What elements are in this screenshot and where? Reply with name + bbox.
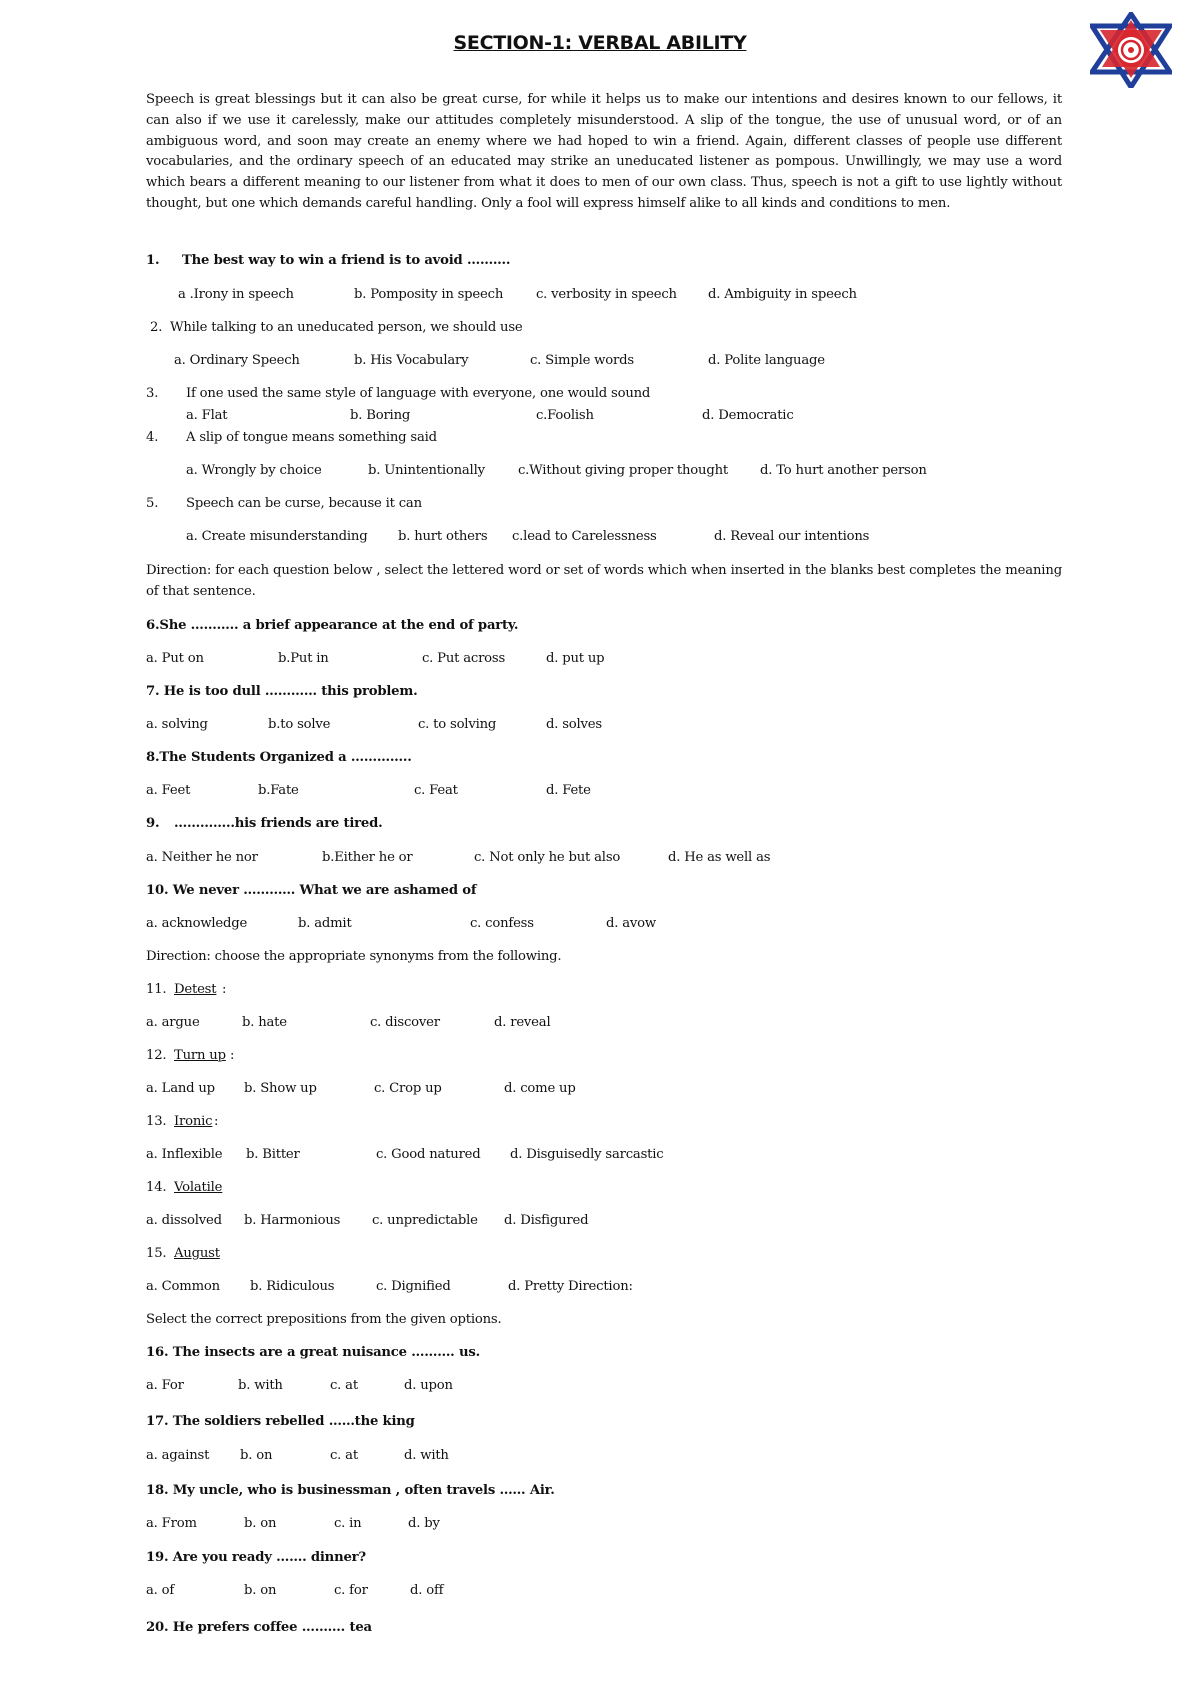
- option-c: c. confess: [470, 916, 534, 931]
- question-word: Turn up: [174, 1048, 226, 1063]
- option-c: c.Foolish: [536, 408, 594, 423]
- option-d: d. To hurt another person: [760, 463, 927, 478]
- option-d: d. with: [404, 1448, 449, 1463]
- option-d: d. Pretty Direction:: [508, 1279, 633, 1294]
- option-b: b. Show up: [244, 1081, 317, 1096]
- direction-prepositions: Select the correct prepositions from the given options.: [146, 1312, 502, 1327]
- option-a: a. Feet: [146, 783, 191, 798]
- question-text: A slip of tongue means something said: [186, 430, 437, 445]
- option-a: a. Common: [146, 1279, 220, 1294]
- option-c: c. for: [334, 1583, 368, 1598]
- question-number: 12.: [146, 1048, 167, 1063]
- option-b: b. on: [244, 1516, 277, 1531]
- question-word: Ironic: [174, 1114, 213, 1129]
- option-d: d. put up: [546, 651, 605, 666]
- section-title: SECTION-1: VERBAL ABILITY: [453, 32, 747, 54]
- option-c: c. to solving: [418, 717, 497, 732]
- question-number: 2.: [150, 320, 163, 335]
- option-b: b. Unintentionally: [368, 463, 485, 478]
- question-number: 3.: [146, 386, 159, 401]
- direction-fill-blanks: Direction: for each question below , select the lettered word or set of words which when inserted in the blanks best completes the meaning of that sentence.: [146, 563, 1062, 599]
- option-a: a. Flat: [186, 408, 228, 423]
- option-a: a. Neither he nor: [146, 850, 258, 865]
- question-text: 8.The Students Organized a …………..: [146, 750, 412, 765]
- option-b: b. Bitter: [246, 1147, 300, 1162]
- question-suffix: :: [222, 982, 227, 997]
- question-number: 15.: [146, 1246, 167, 1261]
- option-b: b. Boring: [350, 408, 411, 423]
- question-word: Detest: [174, 982, 217, 997]
- option-c: c. Dignified: [376, 1279, 451, 1294]
- option-c: c. Good natured: [376, 1147, 481, 1162]
- question-number: 14.: [146, 1180, 167, 1195]
- option-c: c. at: [330, 1448, 358, 1463]
- question-number: 4.: [146, 430, 159, 445]
- question-text: Speech can be curse, because it can: [186, 496, 422, 511]
- option-a: a. Wrongly by choice: [186, 463, 322, 478]
- option-a: a. For: [146, 1378, 184, 1393]
- question-word: Volatile: [174, 1180, 223, 1195]
- option-c: c. Not only he but also: [474, 850, 621, 865]
- option-d: d. come up: [504, 1081, 576, 1096]
- option-b: b.Put in: [278, 651, 329, 666]
- option-b: b. His Vocabulary: [354, 353, 469, 368]
- option-a: a. Put on: [146, 651, 204, 666]
- question-text: The best way to win a friend is to avoid ……….: [182, 253, 511, 268]
- question-text: 6.She ……….. a brief appearance at the end of party.: [146, 618, 519, 633]
- question-text: …………..his friends are tired.: [174, 816, 383, 831]
- option-b: b. admit: [298, 916, 352, 931]
- question-number: 5.: [146, 496, 159, 511]
- option-c: c. Feat: [414, 783, 458, 798]
- option-d: d. solves: [546, 717, 602, 732]
- option-c: c.Without giving proper thought: [518, 463, 728, 478]
- question-suffix: :: [230, 1048, 235, 1063]
- option-a: a. Create misunderstanding: [186, 529, 368, 544]
- option-a: a. acknowledge: [146, 916, 248, 931]
- option-d: d. Disguisedly sarcastic: [510, 1147, 664, 1162]
- option-b: b.Either he or: [322, 850, 413, 865]
- option-a: a. Inflexible: [146, 1147, 223, 1162]
- question-number: 13.: [146, 1114, 167, 1129]
- question-number: 9.: [146, 816, 160, 831]
- option-c: c. at: [330, 1378, 358, 1393]
- option-a: a. argue: [146, 1015, 200, 1030]
- option-d: d. He as well as: [668, 850, 771, 865]
- option-c: c. Simple words: [530, 353, 634, 368]
- option-b: b.to solve: [268, 717, 331, 732]
- option-c: c. in: [334, 1516, 362, 1531]
- option-c: c. Crop up: [374, 1081, 442, 1096]
- option-a: a. of: [146, 1583, 175, 1598]
- option-b: b. hate: [242, 1015, 287, 1030]
- option-a: a. Land up: [146, 1081, 215, 1096]
- option-d: d. avow: [606, 916, 656, 931]
- option-d: d. off: [410, 1583, 444, 1598]
- option-a: a .Irony in speech: [178, 287, 294, 302]
- question-number: 11.: [146, 982, 167, 997]
- option-d: d. Ambiguity in speech: [708, 287, 857, 302]
- option-d: d. by: [408, 1516, 440, 1531]
- direction-synonyms: Direction: choose the appropriate synonyms from the following.: [146, 949, 562, 964]
- question-text: 17. The soldiers rebelled ……the king: [146, 1414, 415, 1429]
- option-d: d. upon: [404, 1378, 453, 1393]
- option-c: c.lead to Carelessness: [512, 529, 657, 544]
- question-number: 1.: [146, 253, 160, 268]
- option-b: b. Ridiculous: [250, 1279, 335, 1294]
- question-text: 18. My uncle, who is businessman , often travels …… Air.: [146, 1483, 555, 1498]
- option-d: d. Democratic: [702, 408, 794, 423]
- option-b: b. Pomposity in speech: [354, 287, 504, 302]
- question-text: 7. He is too dull ………… this problem.: [146, 684, 418, 699]
- option-c: c. unpredictable: [372, 1213, 478, 1228]
- option-d: d. Reveal our intentions: [714, 529, 870, 544]
- option-b: b. on: [244, 1583, 277, 1598]
- option-a: a. dissolved: [146, 1213, 222, 1228]
- option-b: b. hurt others: [398, 529, 488, 544]
- option-d: d. Polite language: [708, 353, 825, 368]
- option-a: a. against: [146, 1448, 210, 1463]
- question-text: 16. The insects are a great nuisance ………. us.: [146, 1345, 480, 1360]
- question-text: 10. We never ………… What we are ashamed of: [146, 883, 477, 898]
- option-b: b. Harmonious: [244, 1213, 341, 1228]
- option-b: b.Fate: [258, 783, 299, 798]
- question-text: While talking to an uneducated person, we should use: [170, 320, 523, 335]
- option-d: d. Fete: [546, 783, 591, 798]
- option-c: c. discover: [370, 1015, 440, 1030]
- question-text: If one used the same style of language with everyone, one would sound: [186, 386, 651, 401]
- option-c: c. Put across: [422, 651, 506, 666]
- option-a: a. solving: [146, 717, 208, 732]
- option-a: a. From: [146, 1516, 197, 1531]
- reading-passage: Speech is great blessings but it can also be great curse, for while it helps us to make our intentions and desires known to our fellows, it can also if we use it carelessly, make our attitudes completely misunderstood. A slip of the tongue, the use of unusual word, or of an ambiguous word, and soon may create an enemy where we had hoped to win a friend. Again, different classes of people use different vocabularies, and the ordinary speech of an educated may strike an uneducated listener as pompous. Unwillingly, we may use a word which bears a different meaning to our listener from what it does to men of our own class. Thus, speech is not a gift to use lightly without thought, but one which demands careful handling. Only a fool will express himself alike to all kinds and conditions to men.: [146, 92, 1062, 211]
- option-d: d. reveal: [494, 1015, 551, 1030]
- question-suffix: :: [214, 1114, 219, 1129]
- question-text: 19. Are you ready ……. dinner?: [146, 1550, 366, 1565]
- option-a: a. Ordinary Speech: [174, 353, 300, 368]
- option-b: b. with: [238, 1378, 283, 1393]
- question-word: August: [174, 1246, 220, 1261]
- option-d: d. Disfigured: [504, 1213, 589, 1228]
- question-text: 20. He prefers coffee ………. tea: [146, 1620, 372, 1635]
- option-c: c. verbosity in speech: [536, 287, 677, 302]
- option-b: b. on: [240, 1448, 273, 1463]
